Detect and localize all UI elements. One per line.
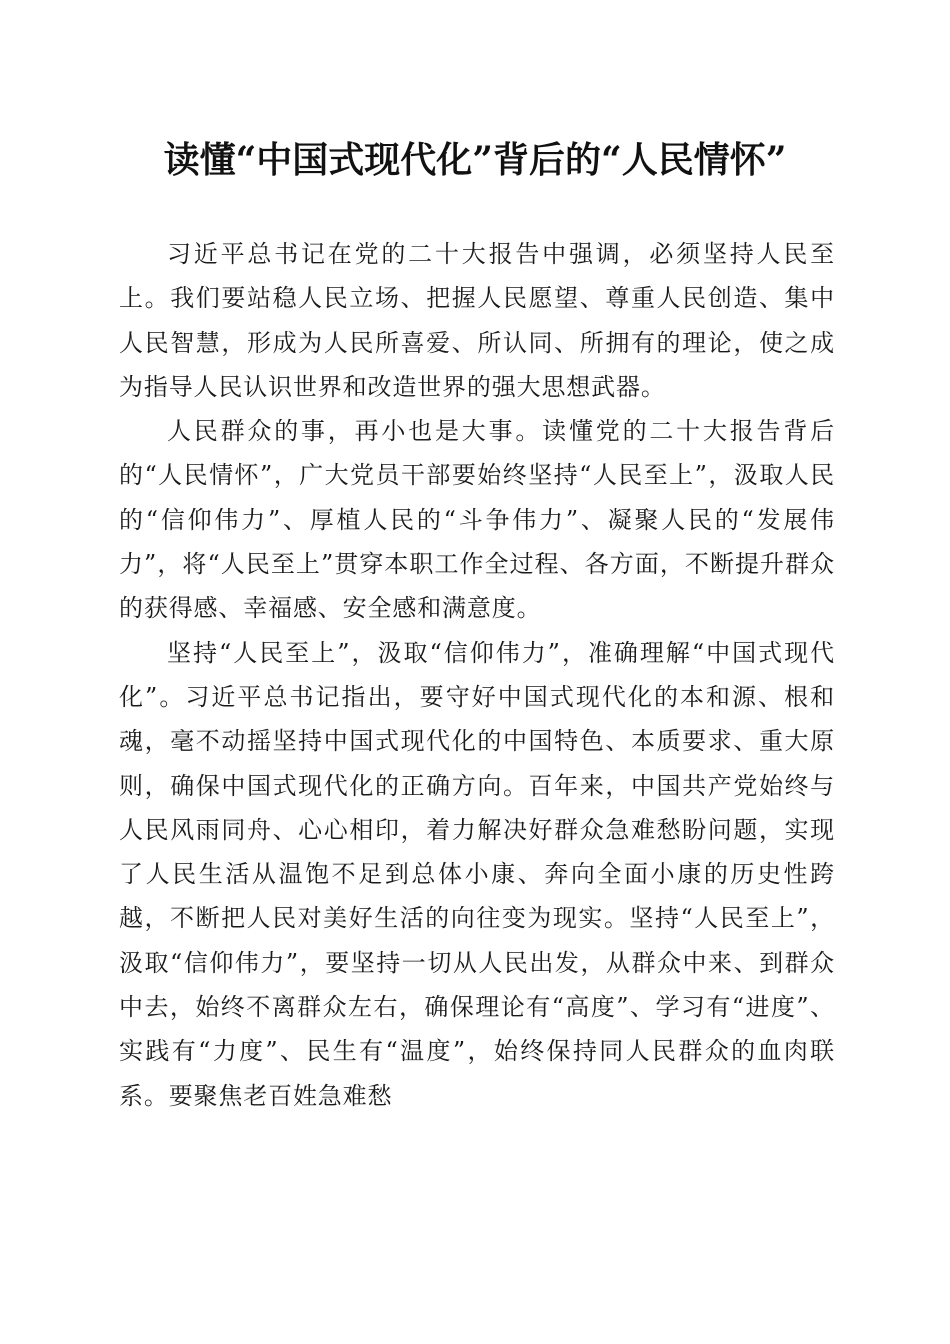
document-body [119, 232, 835, 1118]
paragraph-3: 坚持“人民至上”，汲取“信仰伟力”，准确理解“中国式现代化”。习近平总书记指出，要守好中国式现代化的本和源、根和魂，毫不动摇坚持中国式现代化的中国特色、本质要求、重大原则，确保中国式现代化的正确方向。百年来，中国共产党始终与人民风雨同舟、心心相印，着力解决好群众急难愁盼问题，实现了人民生活从温饱不足到总体小康、奔向全面小康的历史性跨越，不断把人民对美好生活的向往变为现实。坚持“人民至上”，汲取“信仰伟力”，要坚持一切从人民出发，从群众中来、到群众中去，始终不离群众左右，确保理论有“高度”、学习有“进度”、实践有“力度”、民生有“温度”，始终保持同人民群众的血肉联系。要聚焦老百姓急难愁 [119, 638, 835, 1110]
document-title: 读懂“中国式现代化”背后的“人民情怀” [163, 139, 787, 181]
paragraph-2: 人民群众的事，再小也是大事。读懂党的二十大报告背后的“人民情怀”，广大党员干部要始终坚持“人民至上”，汲取人民的“信仰伟力”、厚植人民的“斗争伟力”、凝聚人民的“发展伟力”，将“人民至上”贯穿本职工作全过程、各方面，不断提升群众的获得感、幸福感、安全感和满意度。 [119, 417, 835, 623]
paragraph-1: 习近平总书记在党的二十大报告中强调，必须坚持人民至上。我们要站稳人民立场、把握人民愿望、尊重人民创造、集中人民智慧，形成为人民所喜爱、所认同、所拥有的理论，使之成为指导人民认识世界和改造世界的强大思想武器。 [119, 240, 835, 401]
